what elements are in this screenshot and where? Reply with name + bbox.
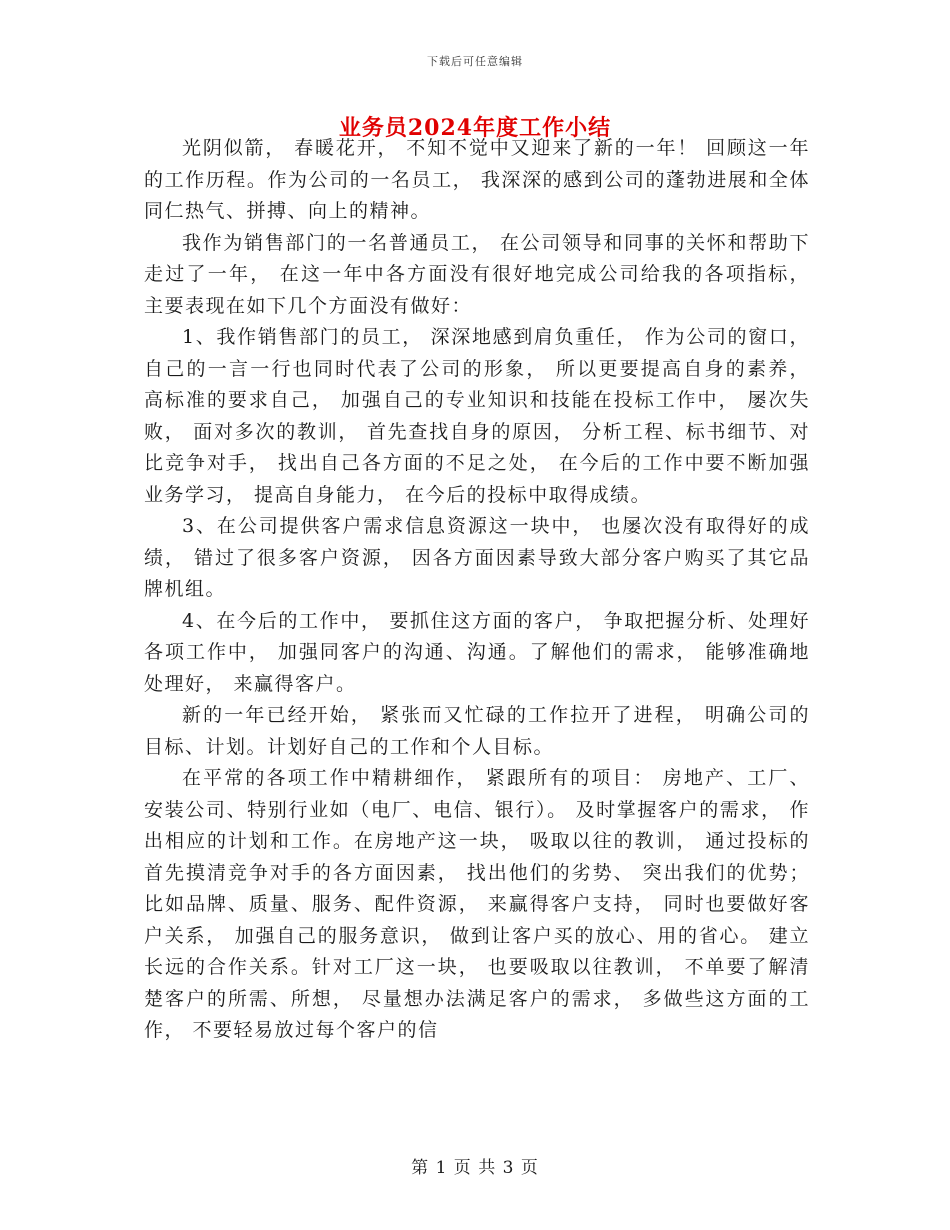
document-body bbox=[144, 133, 810, 1047]
paragraph: 光阴似箭， 春暖花开， 不知不觉中又迎来了新的一年！ 回顾这一年的工作历程。作为公司的一名员工， 我深深的感到公司的蓬勃进展和全体同仁热气、拼搏、向上的精神。 bbox=[144, 137, 810, 222]
page-footer bbox=[0, 1153, 950, 1178]
paragraph: 3、在公司提供客户需求信息资源这一块中， 也屡次没有取得好的成绩， 错过了很多客户资源， 因各方面因素导致大部分客户购买了其它品牌机组。 bbox=[144, 515, 810, 600]
paragraph: 4、在今后的工作中， 要抓住这方面的客户， 争取把握分析、处理好各项工作中， 加强同客户的沟通、沟通。了解他们的需求， 能够准确地处理好， 来赢得客户。 bbox=[144, 609, 810, 695]
paragraph: 我作为销售部门的一名普通员工， 在公司领导和同事的关怀和帮助下走过了一年， 在这一年中各方面没有很好地完成公司给我的各项指标， 主要表现在如下几个方面没有做好： bbox=[144, 231, 810, 317]
paragraph: 1、我作销售部门的员工， 深深地感到肩负重任， 作为公司的窗口， 自己的一言一行也同时代表了公司的形象， 所以更要提高自身的素养， 高标准的要求自己， 加强自己的专业知识和技能在投标工作中， 屡次失败， 面对多次的教训， 首先查找自身的原因， 分析工程、标书细节、对比竞争对手， 找出自己各方面的不足之处， 在今后的工作中要不断加强业务学习， 提高自身能力， 在今后的投标中取得成绩。 bbox=[144, 326, 810, 506]
page-number-label: 第 1 页 共 3 页 bbox=[411, 1158, 539, 1178]
document-title: 业务员2024年度工作小结 bbox=[338, 115, 612, 141]
header-note: 下载后可任意编辑 bbox=[427, 55, 523, 68]
paragraph: 在平常的各项工作中精耕细作， 紧跟所有的项目： 房地产、工厂、安装公司、特别行业如（电厂、电信、银行）。 及时掌握客户的需求， 作出相应的计划和工作。在房地产这一块， 吸取以往的教训， 通过投标的首先摸清竞争对手的各方面因素， 找出他们的劣势、 突出我们的优势； 比如品牌、质量、服务、配件资源， 来赢得客户支持， 同时也要做好客户关系， 加强自己的服务意识， 做到让客户买的放心、用的省心。 建立长远的合作关系。针对工厂这一块， 也要吸取以往教训， 不单要了解清楚客户的所需、所想， 尽量想办法满足客户的需求， 多做些这方面的工作， 不要轻易放过每个客户的信 bbox=[144, 767, 810, 1041]
paragraph: 新的一年已经开始， 紧张而又忙碌的工作拉开了进程， 明确公司的目标、计划。计划好自己的工作和个人目标。 bbox=[144, 704, 810, 758]
